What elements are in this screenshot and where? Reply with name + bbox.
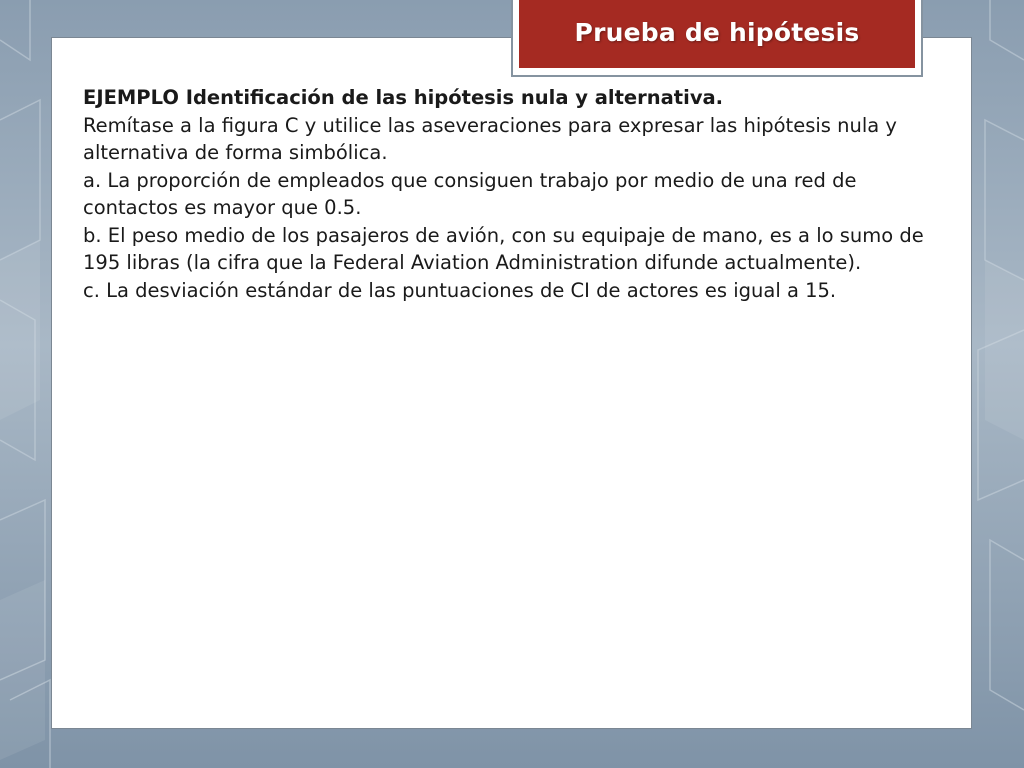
example-heading: EJEMPLO Identificación de las hipótesis nula y alternativa. (83, 86, 724, 109)
slide-body (83, 84, 953, 304)
intro-paragraph: Remítase a la figura C y utilice las aseveraciones para expresar las hipótesis nula y alternativa de forma simbólica. (83, 113, 897, 164)
title-box (519, 0, 915, 68)
slide-title: Prueba de hipótesis (574, 17, 860, 47)
item-b: b. El peso medio de los pasajeros de avión, con su equipaje de mano, es a lo sumo de 195 libras (la cifra que la Federal Aviation Administration difunde actualmente). (83, 223, 924, 274)
item-a: a. La proporción de empleados que consiguen trabajo por medio de una red de contactos es mayor que 0.5. (83, 168, 857, 219)
item-c: c. La desviación estándar de las puntuaciones de CI de actores es igual a 15. (83, 278, 837, 302)
